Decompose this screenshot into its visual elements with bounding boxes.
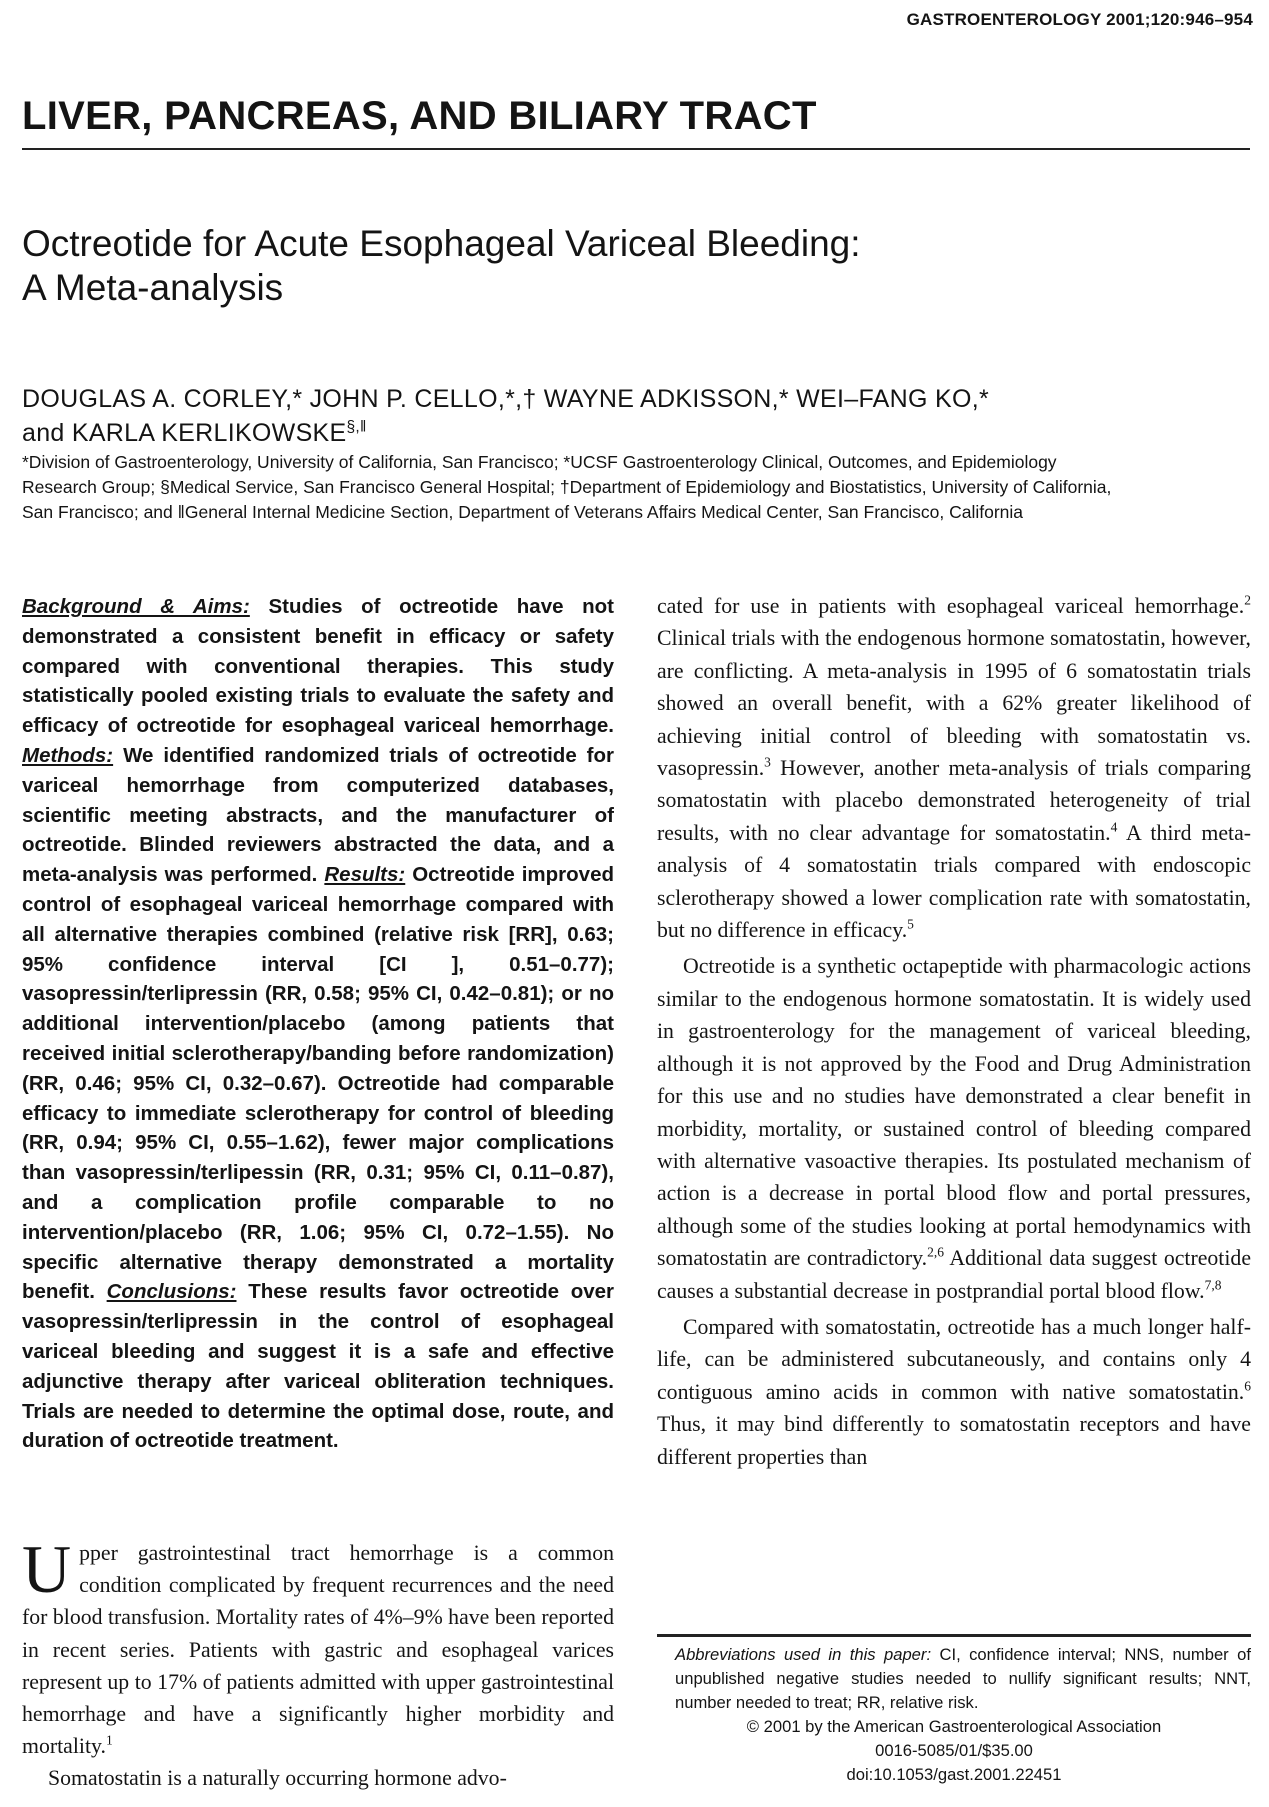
abbreviations-label: Abbreviations used in this paper: xyxy=(675,1645,932,1664)
text-run: Clinical trials with the endogenous hormone somatostatin, however, are conflicting. A meta-analysis in 1995 of 6 somatostatin trials showed an overall benefit, with a 62% greater likelihood of achieving initial control of bleeding with somatostatin vs. vasopressin. xyxy=(657,626,1251,781)
abstract-methods-text: We identified randomized trials of octreotide for variceal hemorrhage from computerized databases, scientific meeting abstracts, and the manufacturer of octreotide. Blinded reviewers abstracted the data, and a meta-analysis was performed. xyxy=(22,743,614,887)
abstract-results-text: Octreotide improved control of esophageal variceal hemorrhage compared with all alternative therapies combined (relative risk [RR], 0.63; 95% confidence interval [CI ], 0.51–0.77); vasopressin/terlipressin (RR, 0.58; 95% CI, 0.42–0.81); or no additional intervention/placebo (among patients that received initial sclerotherapy/banding before randomization) (RR, 0.46; 95% CI, 0.32–0.67). Octreotide had comparable efficacy to immediate sclerotherapy for control of bleeding (RR, 0.94; 95% CI, 0.55–1.62), fewer major complications than vasopressin/terlipessin (RR, 0.31; 95% CI, 0.11–0.87), and a complication profile comparable to no intervention/placebo (RR, 1.06; 95% CI, 0.72–1.55). No specific alternative therapy demonstrated a mortality benefit. xyxy=(22,863,614,1304)
introduction xyxy=(22,1531,614,1795)
intro-paragraph-1 xyxy=(22,1531,614,1762)
title-line-1: Octreotide for Acute Esophageal Variceal Bleeding: xyxy=(22,223,861,264)
text-run: However, another meta-analysis of trials comparing somatostatin with placebo demonstrated heterogeneity of trial results, with no clear advantage for somatostatin. xyxy=(657,756,1251,845)
reference-mark: 4 xyxy=(1110,819,1118,835)
reference-mark: 2 xyxy=(1244,592,1251,608)
section-heading: LIVER, PANCREAS, AND BILIARY TRACT xyxy=(22,96,1250,150)
doi-line: doi:10.1053/gast.2001.22451 xyxy=(846,1765,1062,1784)
reference-mark: 1 xyxy=(105,1732,113,1748)
abstract-background-text: Studies of octreotide have not demonstrated a consistent benefit in efficacy or safety compared with conventional therapies. This study statistically pooled existing trials to evaluate the safety and efficacy of octreotide for esophageal variceal hemorrhage. xyxy=(22,595,614,738)
authors-line-2: and KARLA KERLIKOWSKE xyxy=(22,419,347,447)
intro-p1-text: pper gastrointestinal tract hemorrhage is a common condition complicated by frequent recurrences and the need for blood transfusion. Mortality rates of 4%–9% have been reported in recent series. Patients with gastric and esophageal varices represent up to 17% of patients admitted with upper gastrointestinal hemorrhage and have a significantly higher morbidity and mortality. xyxy=(22,1541,614,1759)
text-run: Thus, it may bind differently to somatostatin receptors and have different properties than xyxy=(657,1412,1251,1469)
reference-mark: 7,8 xyxy=(1204,1277,1222,1293)
reference-mark: 5 xyxy=(907,916,914,932)
right-column-body xyxy=(657,590,1251,1473)
abbreviations-list: CI, confidence interval; NNS, number of unpublished negative studies needed to nullify significant results; NNT, number needed to treat; RR, relative risk. xyxy=(675,1645,1251,1712)
author-list xyxy=(22,382,1222,450)
authors-line-1: DOUGLAS A. CORLEY,* JOHN P. CELLO,*,† WAYNE ADKISSON,* WEI–FANG KO,* xyxy=(22,385,989,413)
text-run: Additional data suggest octreotide causes a substantial decrease in postprandial portal blood flow. xyxy=(657,1246,1251,1303)
abstract-label-conclusions: Conclusions: xyxy=(106,1280,237,1304)
text-run: Octreotide is a synthetic octapeptide with pharmacologic actions similar to the endogenous hormone somatostatin. It is widely used in gastroenterology for the management of variceal bleeding, although it is not approved by the Food and Drug Administration for this use and no studies have demonstrated a clear benefit in morbidity, mortality, or sustained control of bleeding compared with alternative vasoactive therapies. Its postulated mechanism of action is a decrease in portal blood flow and portal pressures, although some of the studies looking at portal hemodynamics with somatostatin are contradictory. xyxy=(657,954,1251,1271)
affiliation-line: *Division of Gastroenterology, University of California, San Francisco; *UCSF Gastroenterology Clinical, Outcomes, and Epidemiology xyxy=(22,452,1057,472)
article-title xyxy=(22,222,1222,310)
text-run: Compared with somatostatin, octreotide has a much longer half-life, can be administered subcutaneously, and contains only 4 contiguous amino acids in common with native somatostatin. xyxy=(657,1314,1251,1404)
abbreviations-text xyxy=(657,1643,1251,1715)
affiliations xyxy=(22,450,1252,525)
drop-cap: U xyxy=(22,1531,72,1607)
intro-paragraph-2: Somatostatin is a naturally occurring hormone advo- xyxy=(48,1766,507,1791)
reference-mark: 3 xyxy=(764,754,771,770)
reference-mark: 6 xyxy=(1244,1378,1251,1394)
right-paragraph-3 xyxy=(657,1311,1251,1473)
text-run: A third meta-analysis of 4 somatostatin trials compared with endoscopic sclerotherapy showed a lower complication rate with somatostatin, but no difference in efficacy. xyxy=(657,820,1252,943)
issn-line: 0016-5085/01/$35.00 xyxy=(875,1741,1033,1760)
title-line-2: A Meta-analysis xyxy=(22,267,284,308)
abstract-conclusions-text: These results favor octreotide over vasopressin/terlipressin in the control of esophageal variceal bleeding and suggest it is a safe and effective adjunctive therapy after variceal obliteration techniques. Trials are needed to determine the optimal dose, route, and duration of octreotide treatment. xyxy=(22,1280,615,1453)
abstract-label-methods: Methods: xyxy=(22,743,114,767)
right-paragraph-2 xyxy=(657,950,1251,1306)
right-paragraph-1 xyxy=(657,590,1251,946)
abstract-label-results: Results: xyxy=(324,863,406,887)
reference-mark: 2,6 xyxy=(927,1244,944,1260)
affiliation-line: San Francisco; and ‖General Internal Medicine Section, Department of Veterans Affairs Medical Center, San Francisco, California xyxy=(22,502,1024,522)
journal-reference: GASTROENTEROLOGY 2001;120:946–954 xyxy=(906,10,1253,29)
abstract-label-background: Background & Aims: xyxy=(22,595,250,618)
abstract xyxy=(22,592,614,1456)
copyright-line: © 2001 by the American Gastroenterological Association xyxy=(746,1717,1162,1736)
text-run: cated for use in patients with esophageal variceal hemorrhage. xyxy=(657,594,1245,618)
author-marks: §,‖ xyxy=(346,418,367,436)
affiliation-line: Research Group; §Medical Service, San Francisco General Hospital; †Department of Epidemiology and Biostatistics, University of California, xyxy=(22,477,1112,497)
abbreviations-box xyxy=(657,1634,1251,1787)
